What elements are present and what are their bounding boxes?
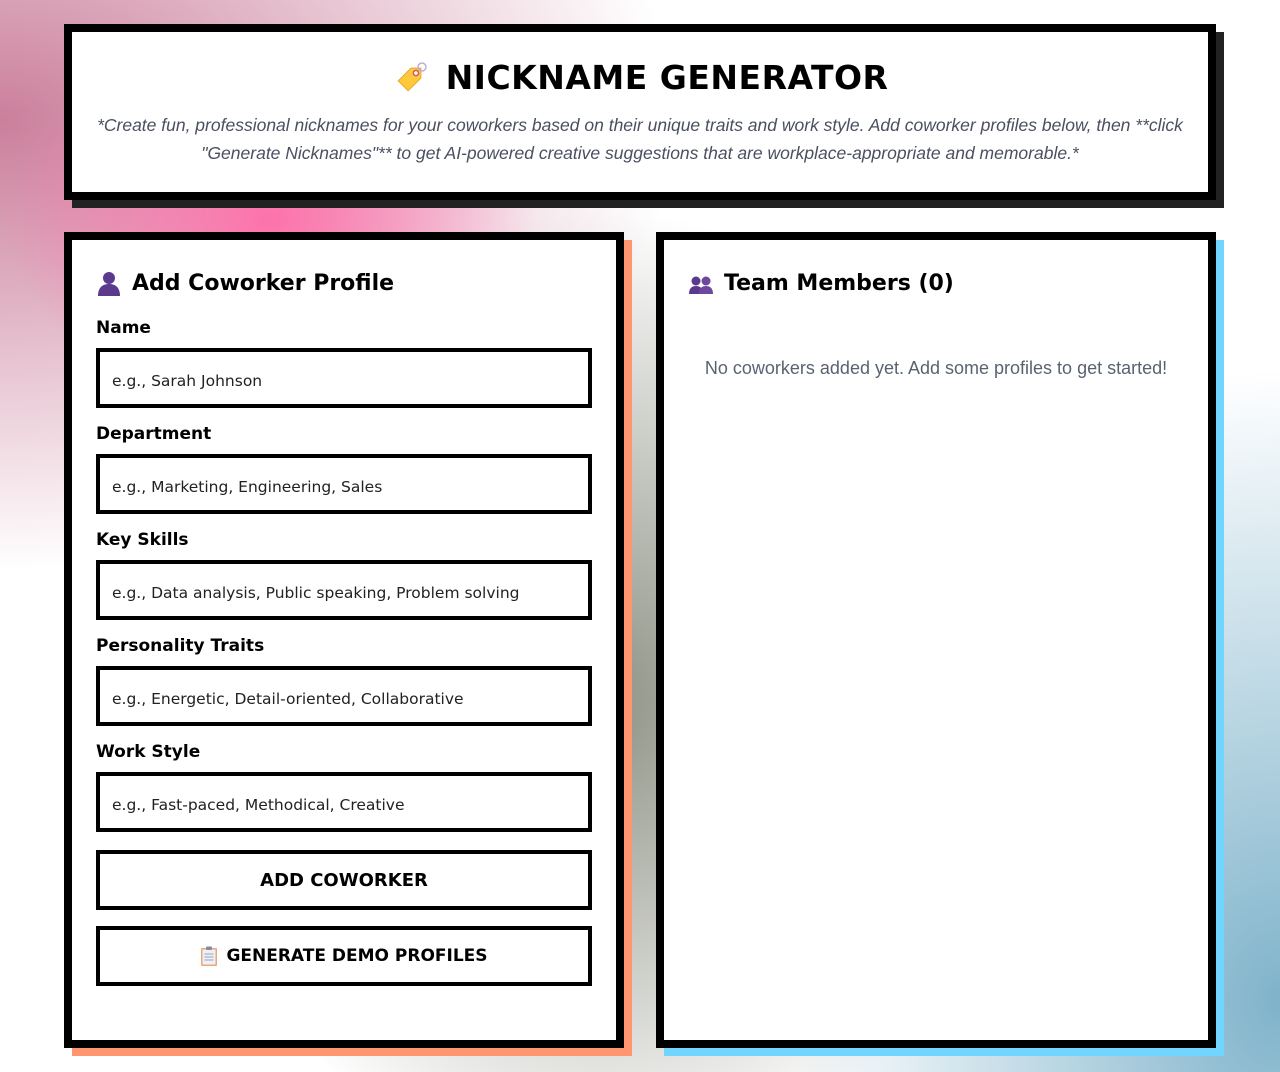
app-title: NICKNAME GENERATOR bbox=[445, 58, 889, 97]
add-coworker-title: Add Coworker Profile bbox=[132, 270, 395, 296]
personality-traits-input[interactable] bbox=[96, 666, 592, 726]
team-members-title: Team Members (0) bbox=[724, 270, 954, 296]
name-input[interactable] bbox=[96, 348, 592, 408]
name-label: Name bbox=[96, 318, 151, 338]
department-input[interactable] bbox=[96, 454, 592, 514]
clipboard-icon bbox=[200, 946, 218, 966]
add-coworker-button-label: ADD COWORKER bbox=[260, 869, 428, 891]
person-silhouette-icon bbox=[96, 270, 122, 296]
team-members-heading bbox=[688, 266, 1184, 300]
key-skills-label: Key Skills bbox=[96, 530, 189, 550]
add-coworker-button[interactable] bbox=[96, 850, 592, 910]
add-coworker-panel bbox=[64, 232, 624, 1048]
header-card bbox=[64, 24, 1216, 200]
people-silhouette-icon bbox=[688, 270, 714, 296]
app-subtitle: *Create fun, professional nicknames for your coworkers based on their unique traits and work style. Add coworker profiles below, then **click "Generate Nicknames"** to get AI-powered creative suggestions that are workplace-appropriate and memorable.* bbox=[97, 115, 1183, 163]
personality-traits-label: Personality Traits bbox=[96, 636, 265, 656]
label-tag-icon bbox=[392, 59, 430, 97]
department-label: Department bbox=[96, 424, 212, 444]
generate-demo-profiles-button[interactable] bbox=[96, 926, 592, 986]
empty-state-message: No coworkers added yet. Add some profiles to get started! bbox=[704, 358, 1168, 378]
generate-demo-profiles-label: GENERATE DEMO PROFILES bbox=[226, 946, 488, 966]
add-coworker-heading bbox=[96, 266, 592, 300]
title-row bbox=[72, 58, 1208, 97]
work-style-label: Work Style bbox=[96, 742, 201, 762]
work-style-input[interactable] bbox=[96, 772, 592, 832]
team-members-panel bbox=[656, 232, 1216, 1048]
key-skills-input[interactable] bbox=[96, 560, 592, 620]
